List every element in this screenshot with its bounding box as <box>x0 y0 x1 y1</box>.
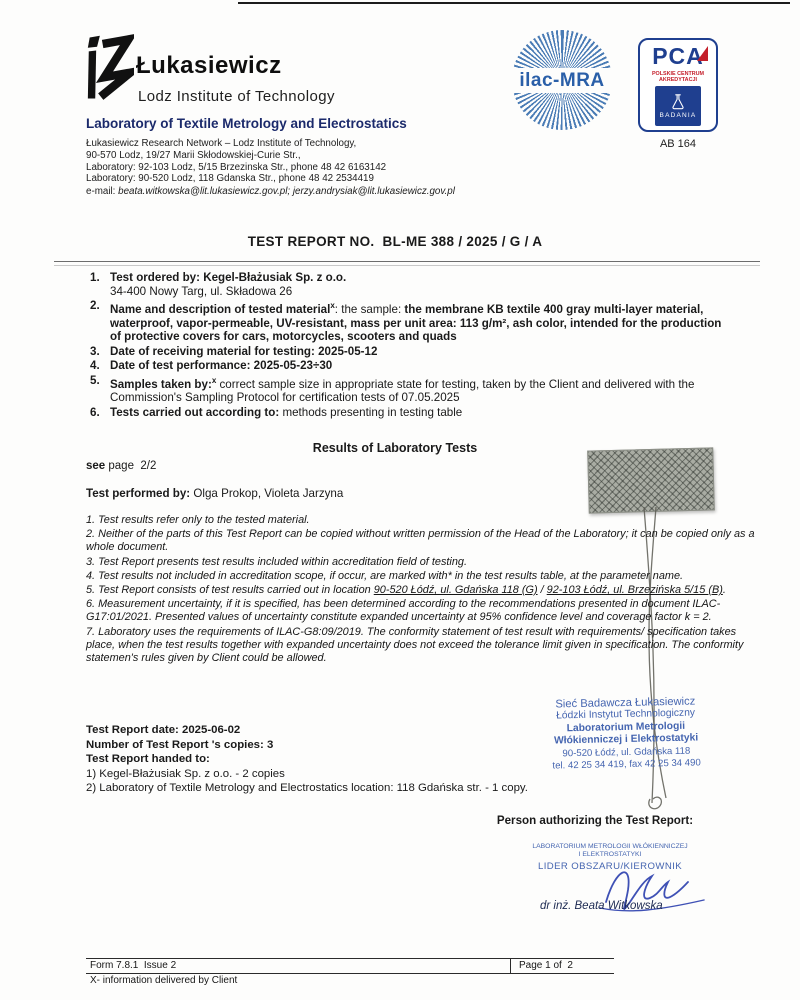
pca-badania-box <box>655 86 701 126</box>
institute-name: Lodz Institute of Technology <box>138 88 335 105</box>
list-item: 4. Test results not included in accreditation scope, if occur, are marked with* in the test results table, at the parameter name. <box>86 569 684 582</box>
date-performance-value: 2025-05-23÷30 <box>250 359 333 373</box>
copies-line <box>86 738 528 753</box>
lab-address-block <box>86 138 386 185</box>
auth-stamp-line2: I ELEKTROSTATYKI <box>578 851 642 858</box>
item-date-performance <box>90 359 730 373</box>
list-item: tel. 42 25 34 419, fax 42 25 34 490 <box>552 757 701 772</box>
tests-according-value: methods presenting in testing table <box>279 406 463 420</box>
performed-names: Olga Prokop, Violeta Jarzyna <box>190 487 344 500</box>
item-number: 4. <box>90 359 100 373</box>
report-title: TEST REPORT NO. BL-ME 388 / 2025 / G / A <box>247 234 543 249</box>
report-date-line <box>86 723 528 738</box>
handed-recipient-2: 2) Laboratory of Textile Metrology and Electrostatics location: 118 Gdańska str. - 1 copy. <box>86 782 528 795</box>
list-item: Włókienniczej i Elektrostatyki <box>553 732 699 747</box>
pca-name-line2: AKREDYTACJI <box>659 77 697 84</box>
lab-name: Laboratory of Textile Metrology and Electrostatics <box>86 116 407 131</box>
item-samples-taken <box>90 374 730 405</box>
samples-label: Samples taken by: <box>110 377 212 391</box>
person-authorizing-heading: Person authorizing the Test Report: <box>496 814 694 827</box>
list-item: Sieć Badawcza Łukasiewicz <box>555 695 696 711</box>
footnote-x: x <box>211 376 217 386</box>
list-item: Łukasiewicz Research Network – Lodz Institute of Technology, <box>86 138 357 149</box>
item-number: 5. <box>90 374 100 388</box>
pca-acronym: PCA <box>652 43 704 69</box>
list-item: 1. Test results refer only to the tested material. <box>86 514 310 526</box>
fabric-sample-swatch <box>587 447 715 513</box>
see-page-ref: page 2/2 <box>105 460 157 472</box>
date-performance-label: Date of test performance: <box>110 359 251 373</box>
brand-name: Łukasiewicz <box>136 52 282 79</box>
pca-name-line1: POLSKIE CENTRUM <box>651 71 705 77</box>
list-item: 6. Measurement uncertainty, if it is specified, has been determined according to the recommendations presented in document ILAC-G17:01/2021. Presented values of uncertainty constitute expanded uncertainty at 95% confidence level and coverage factor k = 2. <box>86 598 721 624</box>
list-item: 90-520 Łódź, ul. Gdańska 118 <box>562 745 691 759</box>
pca-red-triangle-icon <box>697 46 708 61</box>
report-date-value: 2025-06-02 <box>178 724 241 736</box>
see-label: see <box>86 460 106 472</box>
email-line <box>86 186 455 197</box>
list-item: 3. Test Report presents test results included within accreditation field of testing. <box>86 555 467 568</box>
see-page-line <box>86 460 156 472</box>
item-number: 1. <box>90 271 100 284</box>
material-mid: : the sample: <box>334 303 405 317</box>
list-item: Laboratorium Metrologii <box>566 720 686 735</box>
list-item: 90-570 Lodz, 19/27 Marii Skłodowskiej-Curie Str., <box>86 149 301 161</box>
list-item: Laboratory: 92-103 Lodz, 5/15 Brzezinska Str., phone 48 42 6163142 <box>86 161 387 173</box>
scan-artifact-line <box>238 2 790 4</box>
report-date-label: Test Report date: <box>86 724 179 736</box>
pca-accreditation-number: AB 164 <box>659 138 697 150</box>
footer-page-number: Page 1 of 2 <box>510 959 614 973</box>
item-number: 6. <box>90 406 100 420</box>
horizontal-rule-faint <box>54 265 760 266</box>
material-label: Name and description of tested material <box>110 303 331 317</box>
footer-x-note: X- information delivered by Client <box>90 975 238 986</box>
pca-badania-label: BADANIA <box>659 112 697 120</box>
list-item: Laboratory: 90-520 Lodz, 118 Gdanska Str., phone 48 42 2534419 <box>86 173 374 185</box>
page-footer <box>86 958 614 987</box>
report-items <box>90 271 730 421</box>
date-receiving-value: 2025-05-12 <box>314 344 378 358</box>
ordered-by-text: Test ordered by: Kegel-Błażusiak Sp. z o.o. <box>110 271 347 284</box>
flask-icon <box>669 93 687 111</box>
handed-recipient-1: 1) Kegel-Błażusiak Sp. z o.o. - 2 copies <box>86 767 285 780</box>
laboratory-address-stamp <box>527 695 725 774</box>
footnote-x: x <box>330 301 335 311</box>
pca-acronym-row <box>652 43 704 70</box>
copies-label: Number of Test Report 's copies: 3 <box>86 738 274 751</box>
ordered-by-address: 34-400 Nowy Targ, ul. Składowa 26 <box>110 284 293 298</box>
list-item: Łódzki Instytut Technologiczny <box>556 707 696 722</box>
report-info <box>86 723 528 796</box>
samples-value: correct sample size in appropriate state for testing, taken by the Client and delivered with the Commission's Sampling Protocol for certification tests of 07.05.2025 <box>110 377 695 405</box>
ilac-mra-stamp <box>512 30 612 130</box>
handed-to-line <box>86 752 528 767</box>
list-item: 7. Laboratory uses the requirements of ILAC-G8:09/2019. The conformity statement of test result with requirements/ specification takes place, when the test results together with expanded uncertainty does not exceed the tolerance limit given in specification. The conformity statemen's rules given by Client could be allowed. <box>86 625 744 665</box>
item-material-description <box>90 299 730 344</box>
item-number: 2. <box>90 299 100 313</box>
pca-full-name <box>640 71 716 83</box>
list-item: 2. Neither of the parts of this Test Report can be copied without written permission of the Head of the Laboratory; it can be copied only as a whole document. <box>86 528 755 554</box>
item-tests-according <box>90 406 730 420</box>
pca-accreditation-badge <box>638 38 718 132</box>
footer-form-number: Form 7.8.1 Issue 2 <box>90 960 177 971</box>
date-receiving-label: Date of receiving material for testing: <box>110 344 315 358</box>
horizontal-rule <box>54 261 760 262</box>
lukasiewicz-logo-icon <box>86 34 134 102</box>
auth-stamp-line1: LABORATORIUM METROLOGII WŁÓKIENNICZEJ <box>532 843 688 850</box>
results-heading: Results of Laboratory Tests <box>312 441 478 455</box>
footer-row <box>86 958 614 974</box>
material-description: the membrane KB textile 400 gray multi-layer material, waterproof, vapor-permeable, UV-resistant, mass per unit area: 113 g/m², ash color, intended for the production of protective covers for cars, motorcycles, scooters and quads <box>110 303 722 344</box>
auth-stamp-line3: LIDER OBSZARU/KIEROWNIK <box>537 861 683 872</box>
handed-to-label: Test Report handed to: <box>86 753 210 766</box>
ilac-mra-label: ilac-MRA <box>508 68 616 93</box>
notes-list <box>86 514 758 666</box>
email-addresses: beata.witkowska@lit.lukasiewicz.gov.pl; jerzy.andrysiak@lit.lukasiewicz.gov.pl <box>118 186 455 197</box>
signer-name: dr inż. Beata Witkowska <box>540 900 663 912</box>
performed-label: Test performed by: <box>86 487 191 500</box>
list-item: 5. Test Report consists of test results carried out in location 90-520 Łódź, ul. Gdańska 118 (G) / 92-103 Łódź, ul. Brzezińska 5/15 (B). <box>86 584 726 597</box>
test-performed-line <box>86 487 343 500</box>
tests-according-label: Tests carried out according to: <box>110 406 280 420</box>
item-number: 3. <box>90 344 100 358</box>
email-label: e-mail: <box>86 186 119 197</box>
item-date-receiving <box>90 345 730 359</box>
item-test-ordered-by <box>90 271 730 298</box>
